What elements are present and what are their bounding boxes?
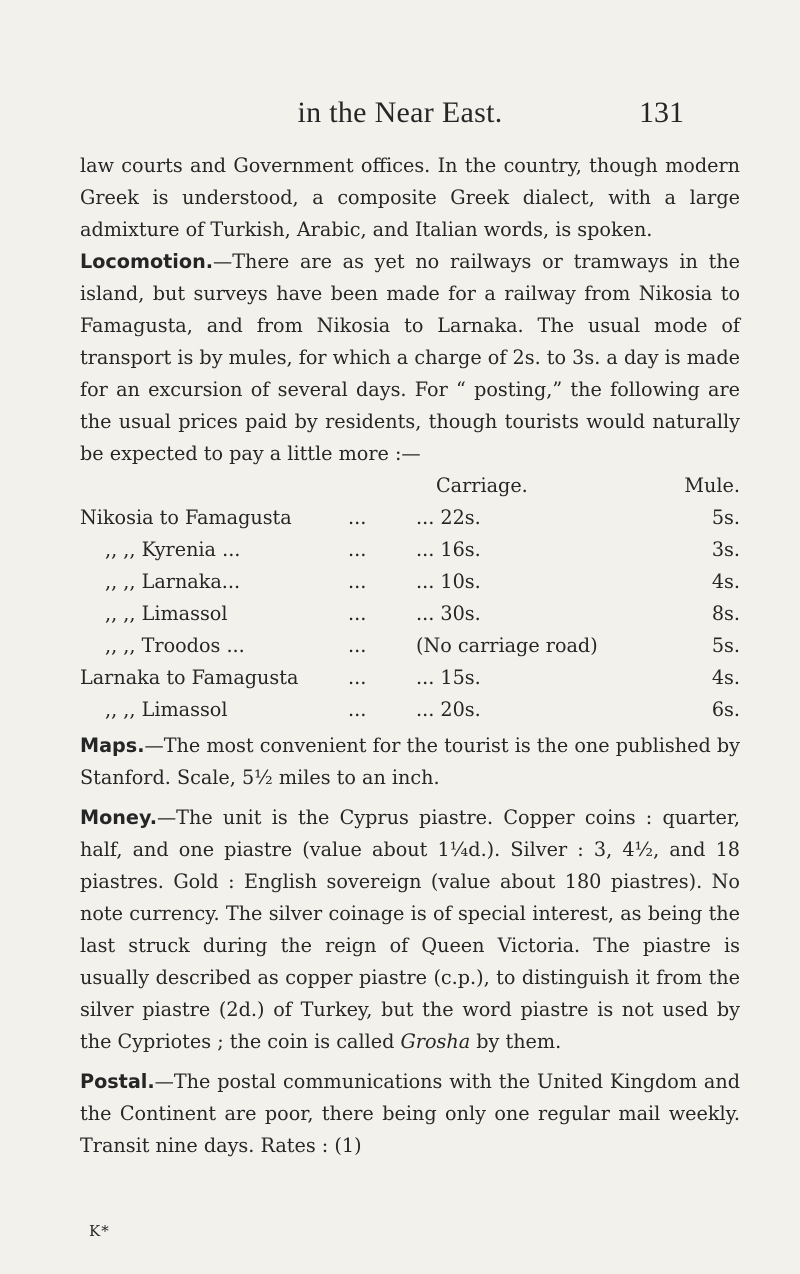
fares-row	[80, 662, 740, 694]
money-text: —The unit is the Cyprus piastre. Copper coins : quarter, half, and one piastre (value about 1¼d.). Silver : 3, 4½, and 18 piastres. Gold : English sovereign (value about 180 piastres). No note currency. The silver coinage is of special interest, as being the last struck during the reign of Queen Victoria. The piastre is usually described as copper piastre (c.p.), to distinguish it from the silver piastre (2d.) of Turkey, but the word piastre is not used by the Cypriotes ; the coin is called	[80, 806, 740, 1053]
carriage-cell: (No carriage road)	[416, 634, 598, 657]
leader-dots: ...	[348, 506, 367, 529]
carriage-cell: ... 22s.	[416, 506, 481, 529]
carriage-cell: ... 15s.	[416, 666, 481, 689]
fares-table-header	[80, 470, 740, 502]
fares-row	[80, 534, 740, 566]
money-text-end: by them.	[470, 1030, 562, 1053]
fares-row	[80, 694, 740, 726]
carriage-cell: ... 30s.	[416, 602, 481, 625]
maps-heading: Maps.	[80, 734, 145, 757]
postal-text: —The postal communications with the United Kingdom and the Continent are poor, there being only one regular mail weekly. Transit nine days. Rates : (1)	[80, 1070, 740, 1157]
carriage-cell: ... 20s.	[416, 698, 481, 721]
money-paragraph	[80, 802, 740, 1058]
mule-cell: 3s.	[711, 538, 740, 561]
leader-dots: ...	[348, 570, 367, 593]
route-cell: Larnaka to Famagusta	[80, 666, 299, 689]
fares-row	[80, 598, 740, 630]
fares-row	[80, 502, 740, 534]
mule-cell: 8s.	[711, 602, 740, 625]
mule-cell: 4s.	[711, 570, 740, 593]
fares-row	[80, 630, 740, 662]
mule-column-header: Mule.	[684, 474, 740, 497]
postal-paragraph	[80, 1066, 740, 1162]
route-cell: ,, ,, Limassol	[105, 698, 228, 721]
carriage-column-header: Carriage.	[436, 474, 528, 497]
page-body	[80, 150, 740, 1162]
locomotion-text: —There are as yet no railways or tramways in the island, but surveys have been made for a railway from Nikosia to Famagusta, and from Nikosia to Larnaka. The usual mode of transport is by mules, for which a charge of 2s. to 3s. a day is made for an excursion of several days. For “ posting,” the following are the usual prices paid by residents, though tourists would naturally be expected to pay a little more :—	[80, 250, 740, 465]
fares-row	[80, 566, 740, 598]
page-number: 131	[639, 96, 684, 129]
mule-cell: 6s.	[711, 698, 740, 721]
route-cell: ,, ,, Kyrenia ...	[105, 538, 241, 561]
route-cell: ,, ,, Troodos ...	[105, 634, 245, 657]
mule-cell: 5s.	[711, 634, 740, 657]
leader-dots: ...	[348, 602, 367, 625]
carriage-cell: ... 16s.	[416, 538, 481, 561]
locomotion-paragraph	[80, 246, 740, 470]
route-cell: ,, ,, Limassol	[105, 602, 228, 625]
running-title: in the Near East.	[297, 96, 503, 129]
fares-table	[80, 470, 740, 726]
leader-dots: ...	[348, 698, 367, 721]
route-cell: ,, ,, Larnaka...	[105, 570, 241, 593]
leader-dots: ...	[348, 666, 367, 689]
locomotion-heading: Locomotion.	[80, 250, 214, 273]
intro-paragraph: law courts and Government offices. In the country, though modern Greek is understood, a composite Greek dialect, with a large admixture of Turkish, Arabic, and Italian words, is spoken.	[80, 154, 740, 241]
signature-mark: K*	[89, 1222, 110, 1240]
mule-cell: 5s.	[711, 506, 740, 529]
leader-dots: ...	[348, 538, 367, 561]
route-cell: Nikosia to Famagusta	[80, 506, 292, 529]
postal-heading: Postal.	[80, 1070, 155, 1093]
money-italic-word: Grosha	[400, 1030, 471, 1053]
maps-text: —The most convenient for the tourist is the one published by Stanford. Scale, 5½ miles to an inch.	[80, 734, 740, 789]
carriage-cell: ... 10s.	[416, 570, 481, 593]
mule-cell: 4s.	[711, 666, 740, 689]
money-heading: Money.	[80, 806, 157, 829]
maps-paragraph	[80, 730, 740, 794]
page-header	[0, 96, 800, 136]
leader-dots: ...	[348, 634, 367, 657]
